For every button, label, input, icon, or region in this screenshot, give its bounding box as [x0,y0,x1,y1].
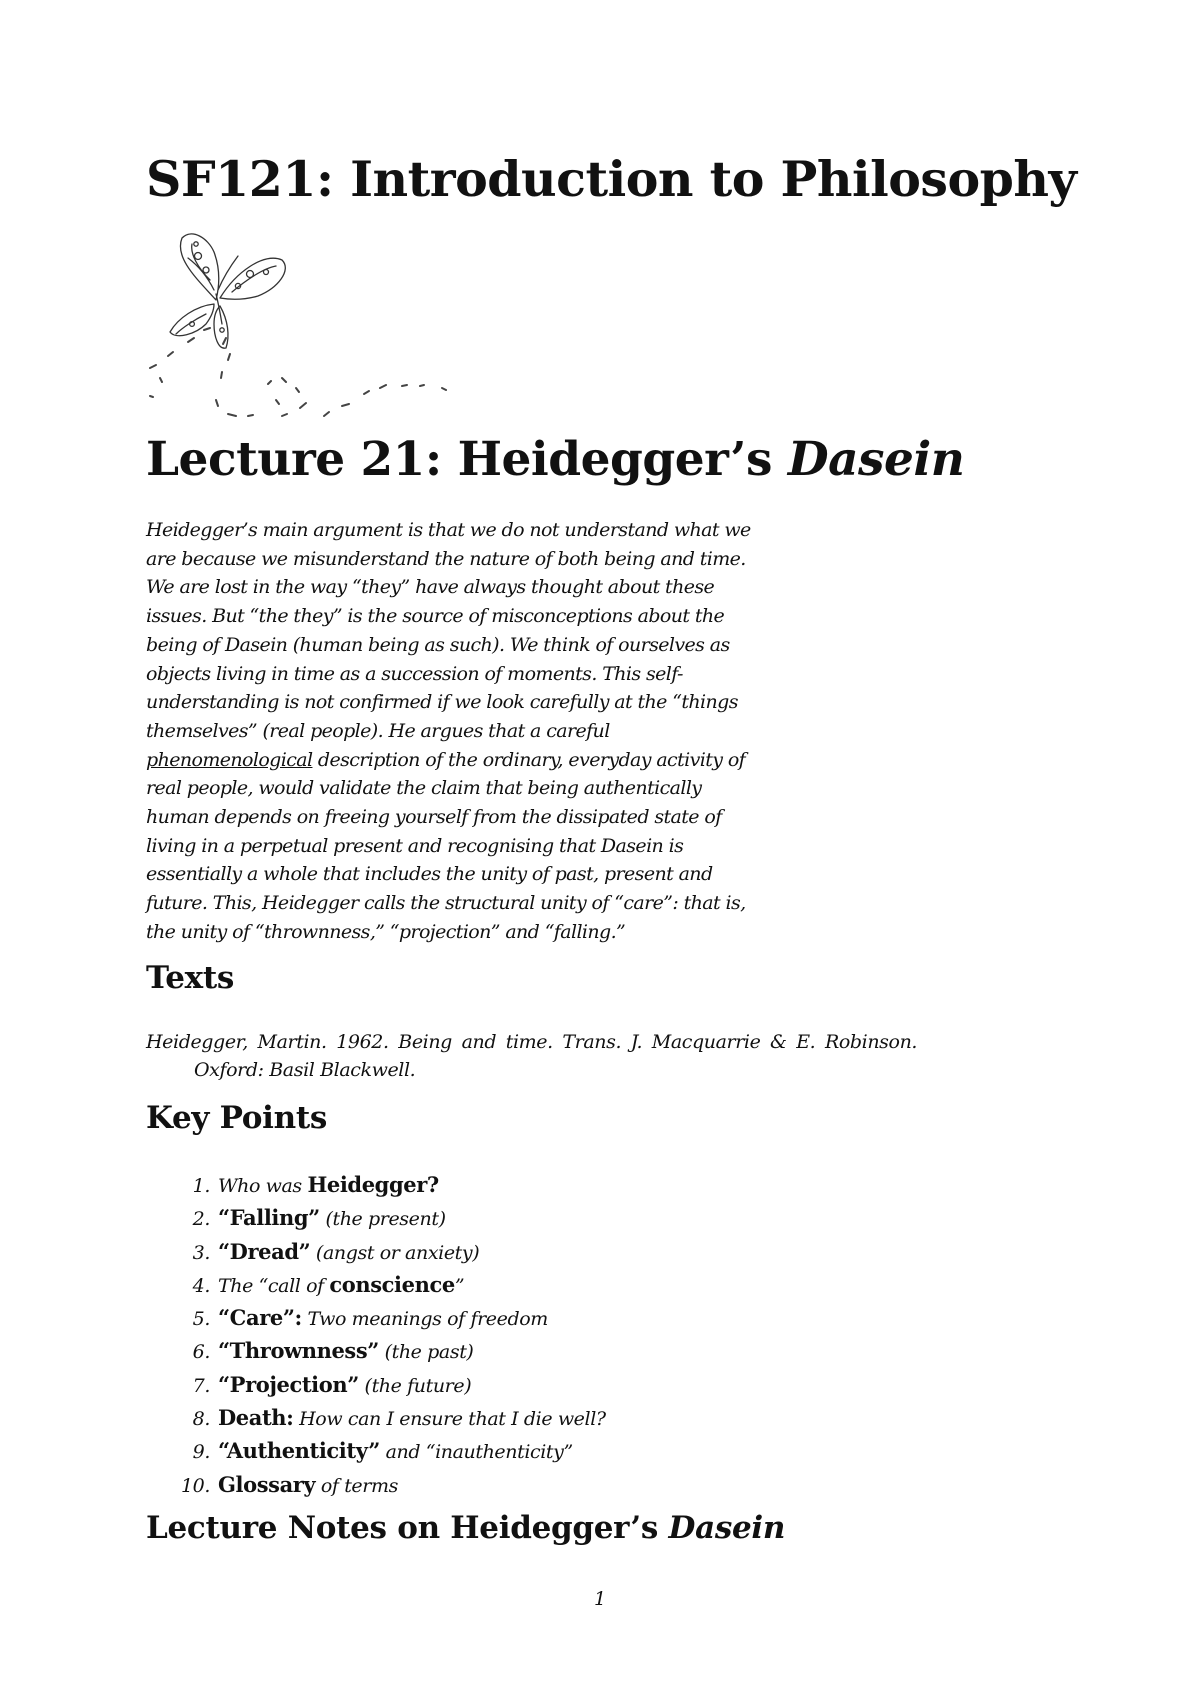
abstract-text-before: Heidegger’s main argument is that we do not understand what we are because we misunderstand the nature of both being and time. We are lost in the way “they” have always thought about these issues. But “the they” is the source of misconceptions about the being of Dasein (human being as such). We think of ourselves as objects living in time as a succession of moments. This self- understanding is not confirmed if we look carefully at the “things themselves” (real people). He argues that a careful [146,519,751,742]
list-item-note: Two meanings of freedom [301,1308,548,1331]
lecture-title [146,432,964,487]
abstract-underlined-term: phenomenological [146,748,313,771]
list-item-note: ” [454,1274,465,1297]
list-item-term: conscience [329,1271,455,1297]
list-item-term: “Projection” [218,1371,359,1397]
lecture-notes-heading-emphasis: Dasein [668,1510,786,1546]
list-item-number: 8. [192,1408,210,1431]
reference-line-1: Heidegger, Martin. 1962. Being and time. Trans. J. Macquarrie & E. Robinson. [146,1031,918,1053]
reference-line-2: Oxford: Basil Blackwell. [194,1059,416,1081]
lecture-notes-heading [146,1510,785,1546]
list-item-number: 4. [192,1274,210,1297]
key-points-heading: Key Points [146,1100,328,1136]
list-item-term: “Falling” [218,1205,320,1231]
list-item-note: (the present) [319,1208,446,1231]
texts-heading: Texts [146,960,234,996]
list-item-term: “Care”: [218,1305,302,1331]
list-item-note: (the future) [358,1374,472,1397]
list-item [146,1368,606,1401]
butterfly-icon [146,228,496,424]
list-item-number: 9. [192,1441,210,1464]
list-item-note: (the past) [378,1341,474,1364]
lecture-title-emphasis: Dasein [787,432,965,487]
list-item-number: 6. [192,1341,210,1364]
list-item-lead: The “call of [218,1274,330,1297]
key-points-list [146,1168,606,1501]
list-item-note: How can I ensure that I die well? [293,1408,606,1431]
course-title: SF121: Introduction to Philosophy [146,150,1077,208]
lecture-notes-heading-prefix: Lecture Notes on Heidegger’s [146,1510,669,1546]
abstract-text-after: description of the ordinary, everyday activity of real people, would validate the claim that being authentically human depends on freeing yourself from the dissipated state of living in a perpetual present and recognising that Dasein is essentially a whole that includes the unity of past, present and future. This, Heidegger calls the structural unity of “care”: that is, the unity of “thrownness,” “projection” and “falling.” [146,748,746,943]
list-item-number: 2. [192,1208,210,1231]
list-item-term: “Authenticity” [218,1438,380,1464]
lecture-title-prefix: Lecture 21: Heidegger’s [146,432,788,487]
list-item-term: Death: [218,1405,294,1431]
list-item-number: 7. [192,1374,210,1397]
list-item-term: Heidegger? [307,1172,439,1197]
list-item-number: 10. [180,1474,210,1497]
list-item [146,1301,606,1334]
list-item [146,1201,606,1234]
list-item [146,1434,606,1467]
list-item [146,1334,606,1367]
list-item-note: (angst or anxiety) [310,1241,480,1264]
list-item [146,1468,606,1501]
page-number: 1 [593,1588,607,1610]
list-item-note: of terms [315,1474,398,1497]
list-item-number: 3. [192,1241,210,1264]
list-item [146,1168,606,1201]
reference-entry [146,1028,1006,1084]
list-item-number: 1. [192,1175,210,1197]
list-item-term: Glossary [218,1471,316,1497]
list-item-term: “Dread” [218,1238,311,1264]
list-item [146,1235,606,1268]
list-item-number: 5. [192,1308,210,1331]
list-item [146,1268,606,1301]
lecture-abstract [146,516,846,947]
list-item-term: “Thrownness” [218,1338,379,1364]
list-item-lead: Who was [218,1175,308,1197]
list-item [146,1401,606,1434]
list-item-note: and “inauthenticity” [379,1441,573,1464]
